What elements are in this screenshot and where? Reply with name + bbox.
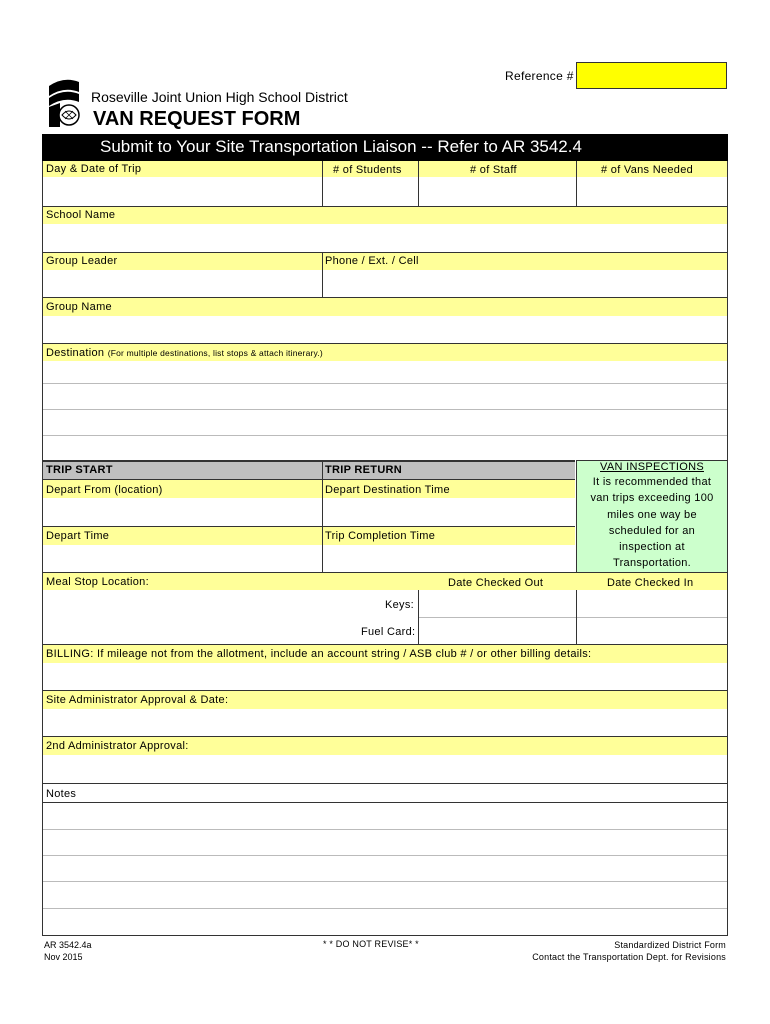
destination-line-1[interactable] — [43, 361, 727, 383]
reference-input[interactable] — [576, 62, 727, 89]
destination-line-4[interactable] — [43, 436, 727, 460]
notes-line-3[interactable] — [43, 856, 727, 881]
depart-time-input[interactable] — [43, 545, 322, 572]
notes-line-2[interactable] — [43, 830, 727, 855]
fuel-card-checked-in-input[interactable] — [577, 618, 727, 644]
notes-line-1[interactable] — [43, 803, 727, 829]
billing-input[interactable] — [43, 663, 727, 690]
fuel-card-checked-out-input[interactable] — [419, 618, 576, 644]
district-logo-icon — [47, 76, 81, 128]
second-admin-label: 2nd Administrator Approval: — [46, 740, 189, 752]
notes-label: Notes — [46, 788, 77, 800]
van-inspections-box — [576, 460, 727, 572]
district-name: Roseville Joint Union High School District — [91, 89, 348, 105]
depart-from-input[interactable] — [43, 498, 322, 526]
group-leader-label: Group Leader — [46, 255, 118, 267]
school-name-input[interactable] — [43, 224, 727, 252]
date-checked-out-label: Date Checked Out — [448, 577, 544, 589]
form-body — [42, 161, 728, 645]
destination-label: Destination (For multiple destinations, list stops & attach itinerary.) — [46, 347, 323, 359]
trip-completion-time-label: Trip Completion Time — [325, 530, 436, 542]
group-name-label: Group Name — [46, 301, 112, 313]
van-inspections-title: VAN INSPECTIONS — [600, 461, 704, 473]
depart-destination-time-label: Depart Destination Time — [325, 484, 450, 496]
standardized-form: Standardized District Form — [614, 940, 726, 950]
footer-right — [470, 939, 726, 963]
contact-transportation: Contact the Transportation Dept. for Revisions — [532, 952, 726, 962]
depart-destination-time-input[interactable] — [323, 498, 575, 526]
notes-line-5[interactable] — [43, 909, 727, 935]
billing-label: BILLING: If mileage not from the allotment, include an account string / ASB club # / or other billing details: — [46, 648, 592, 660]
group-name-input[interactable] — [43, 316, 727, 343]
site-admin-label: Site Administrator Approval & Date: — [46, 694, 229, 706]
staff-input[interactable] — [419, 177, 576, 206]
school-name-label: School Name — [46, 209, 116, 221]
group-leader-input[interactable] — [43, 270, 322, 297]
depart-time-label: Depart Time — [46, 530, 110, 542]
vans-input[interactable] — [577, 177, 727, 206]
phone-label: Phone / Ext. / Cell — [325, 255, 419, 267]
notes-line-4[interactable] — [43, 882, 727, 908]
form-date: Nov 2015 — [44, 952, 83, 962]
form-code: AR 3542.4a — [44, 940, 92, 950]
reference-label: Reference # — [505, 69, 574, 83]
second-admin-input[interactable] — [43, 755, 727, 783]
notes-section — [42, 784, 728, 936]
footer-left — [44, 939, 92, 963]
phone-input[interactable] — [323, 270, 727, 297]
keys-checked-in-input[interactable] — [577, 590, 727, 617]
depart-from-label: Depart From (location) — [46, 484, 163, 496]
staff-label: # of Staff — [470, 164, 517, 176]
trip-start-header: TRIP START — [46, 464, 113, 476]
vans-label: # of Vans Needed — [601, 164, 694, 176]
site-admin-input[interactable] — [43, 709, 727, 736]
students-input[interactable] — [323, 177, 418, 206]
van-inspections-text: It is recommended that van trips exceeding 100 miles one way be scheduled for an inspection at Transportation. — [590, 476, 714, 570]
form-title: VAN REQUEST FORM — [93, 108, 301, 130]
do-not-revise: * * DO NOT REVISE* * — [323, 939, 419, 949]
fuel-card-label: Fuel Card: — [361, 626, 416, 638]
keys-label: Keys: — [385, 599, 415, 611]
day-date-input[interactable] — [43, 177, 322, 206]
meal-stop-label: Meal Stop Location: — [46, 576, 149, 588]
destination-note: (For multiple destinations, list stops & attach itinerary.) — [107, 348, 323, 358]
day-date-label: Day & Date of Trip — [46, 163, 142, 175]
keys-checked-out-input[interactable] — [419, 590, 576, 617]
trip-completion-time-input[interactable] — [323, 545, 575, 572]
destination-line-2[interactable] — [43, 384, 727, 409]
banner: Submit to Your Site Transportation Liaison -- Refer to AR 3542.4 — [42, 134, 728, 161]
trip-return-header: TRIP RETURN — [325, 464, 403, 476]
lower-form — [42, 645, 728, 784]
destination-line-3[interactable] — [43, 410, 727, 435]
date-checked-in-label: Date Checked In — [607, 577, 694, 589]
students-label: # of Students — [333, 164, 402, 176]
